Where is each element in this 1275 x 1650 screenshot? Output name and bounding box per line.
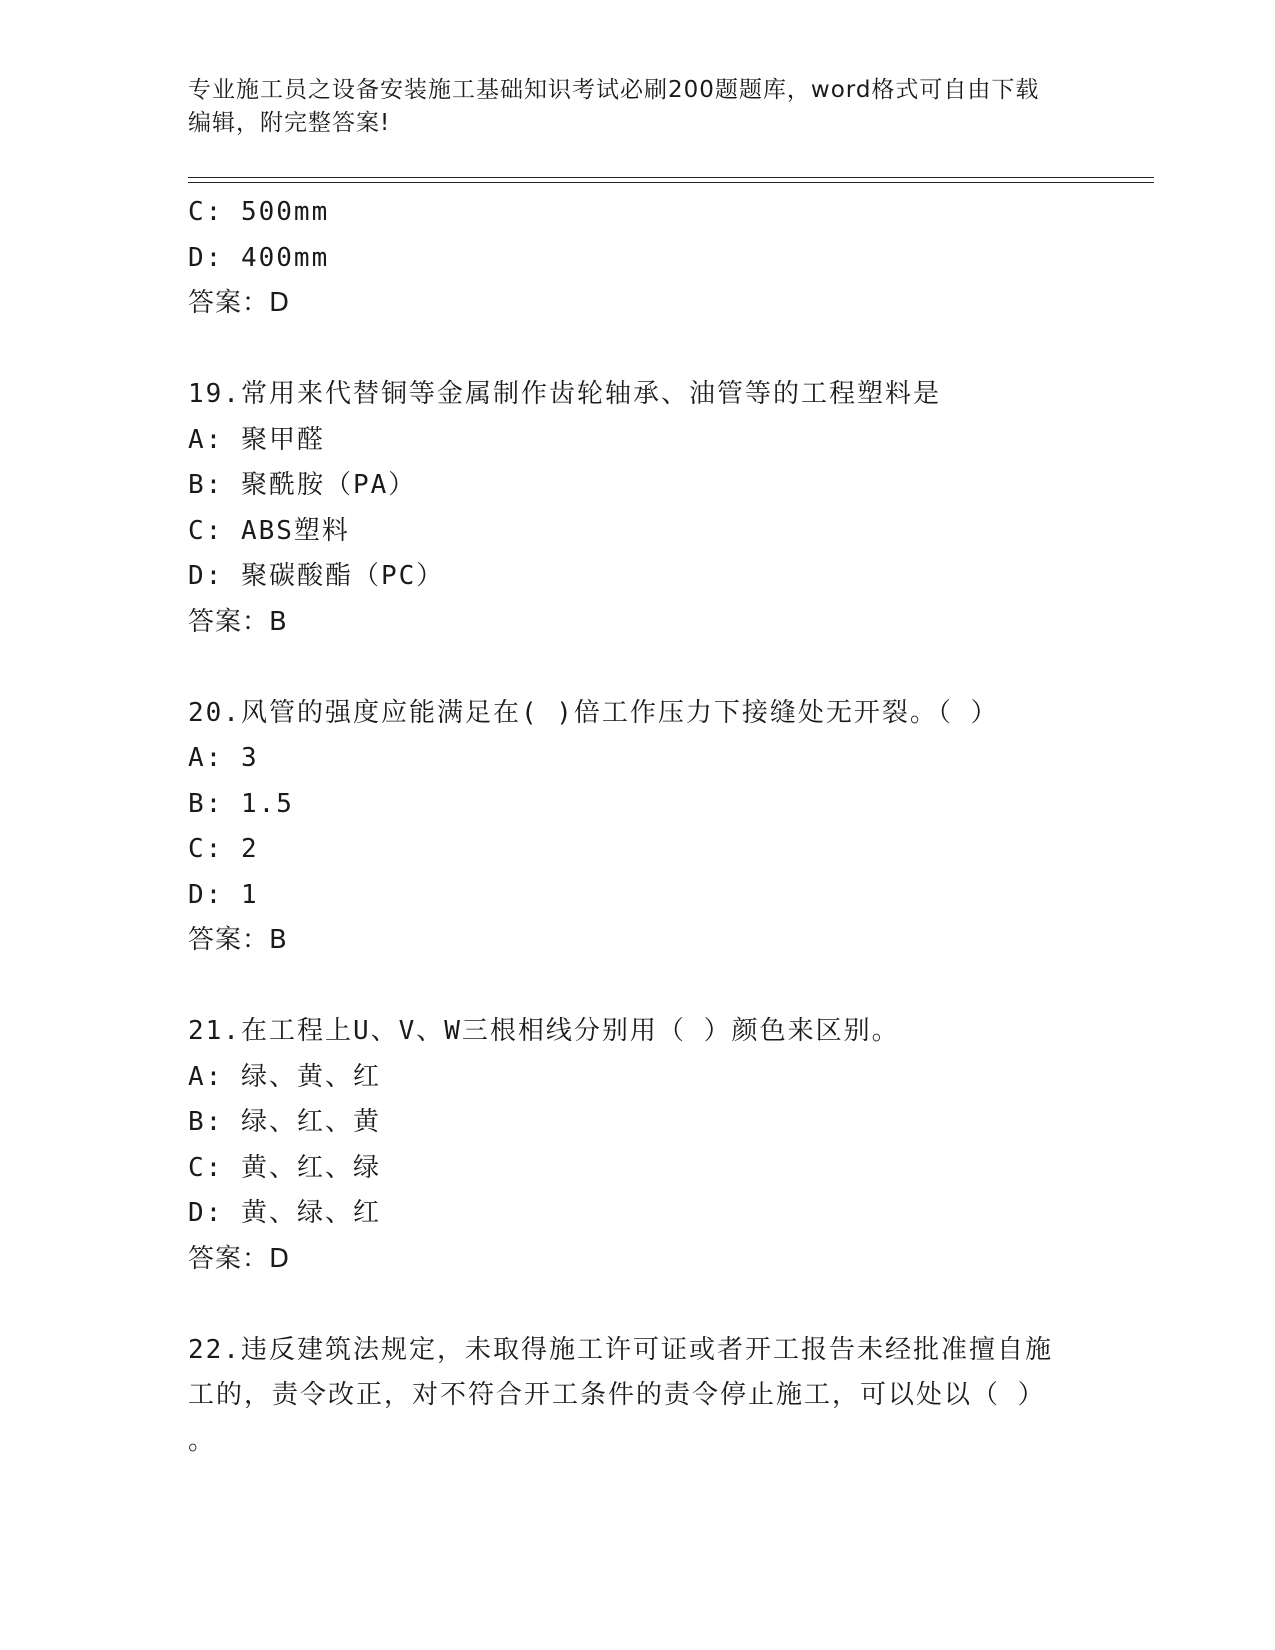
answer-line: 答案：B (188, 925, 288, 955)
document-header (188, 74, 1088, 140)
option-d: D: 黄、绿、红 (188, 1198, 381, 1228)
spacer (188, 964, 1088, 1010)
question-22 (188, 1328, 1088, 1465)
question-18-tail (188, 190, 1088, 327)
option-d: D: 400mm (188, 242, 330, 273)
option-d: D: 1 (188, 879, 259, 910)
answer-line: 答案：D (188, 1243, 291, 1274)
header-divider-bottom (188, 182, 1154, 183)
option-c: C: 500mm (188, 197, 330, 227)
option-b: B: 聚酰胺（PA） (188, 470, 417, 500)
option-a: A: 绿、黄、红 (188, 1061, 381, 1092)
question-20 (188, 691, 1088, 964)
question-text-line-3: 。 (188, 1425, 217, 1456)
option-c: C: ABS塑料 (188, 515, 350, 546)
option-d: D: 聚碳酸酯（PC） (188, 561, 445, 591)
header-line-2: 编辑，附完整答案! (188, 110, 391, 136)
question-21 (188, 1009, 1088, 1282)
option-c: C: 黄、红、绿 (188, 1152, 381, 1183)
spacer (188, 1282, 1088, 1328)
question-text-line-1: 22.违反建筑法规定，未取得施工许可证或者开工报告未经批准擅自施 (188, 1334, 1053, 1365)
option-a: A: 聚甲醛 (188, 424, 325, 455)
option-a: A: 3 (188, 743, 259, 773)
question-text: 21.在工程上U、V、W三根相线分别用（ ）颜色来区别。 (188, 1016, 900, 1046)
spacer (188, 327, 1088, 373)
spacer (188, 645, 1088, 691)
question-list (188, 190, 1088, 1464)
question-19 (188, 372, 1088, 645)
option-b: B: 1.5 (188, 788, 294, 819)
question-text: 20.风管的强度应能满足在( )倍工作压力下接缝处无开裂。（ ） (188, 697, 999, 728)
question-text: 19.常用来代替铜等金属制作齿轮轴承、油管等的工程塑料是 (188, 379, 941, 409)
answer-line: 答案：D (188, 288, 291, 318)
answer-line: 答案：B (188, 606, 288, 637)
option-c: C: 2 (188, 834, 259, 864)
question-text-line-2: 工的，责令改正，对不符合开工条件的责令停止施工，可以处以（ ） (188, 1380, 1046, 1410)
header-divider-top (188, 177, 1154, 178)
header-line-1: 专业施工员之设备安装施工基础知识考试必刷200题题库，word格式可自由下载 (188, 77, 1040, 103)
option-b: B: 绿、红、黄 (188, 1107, 381, 1137)
